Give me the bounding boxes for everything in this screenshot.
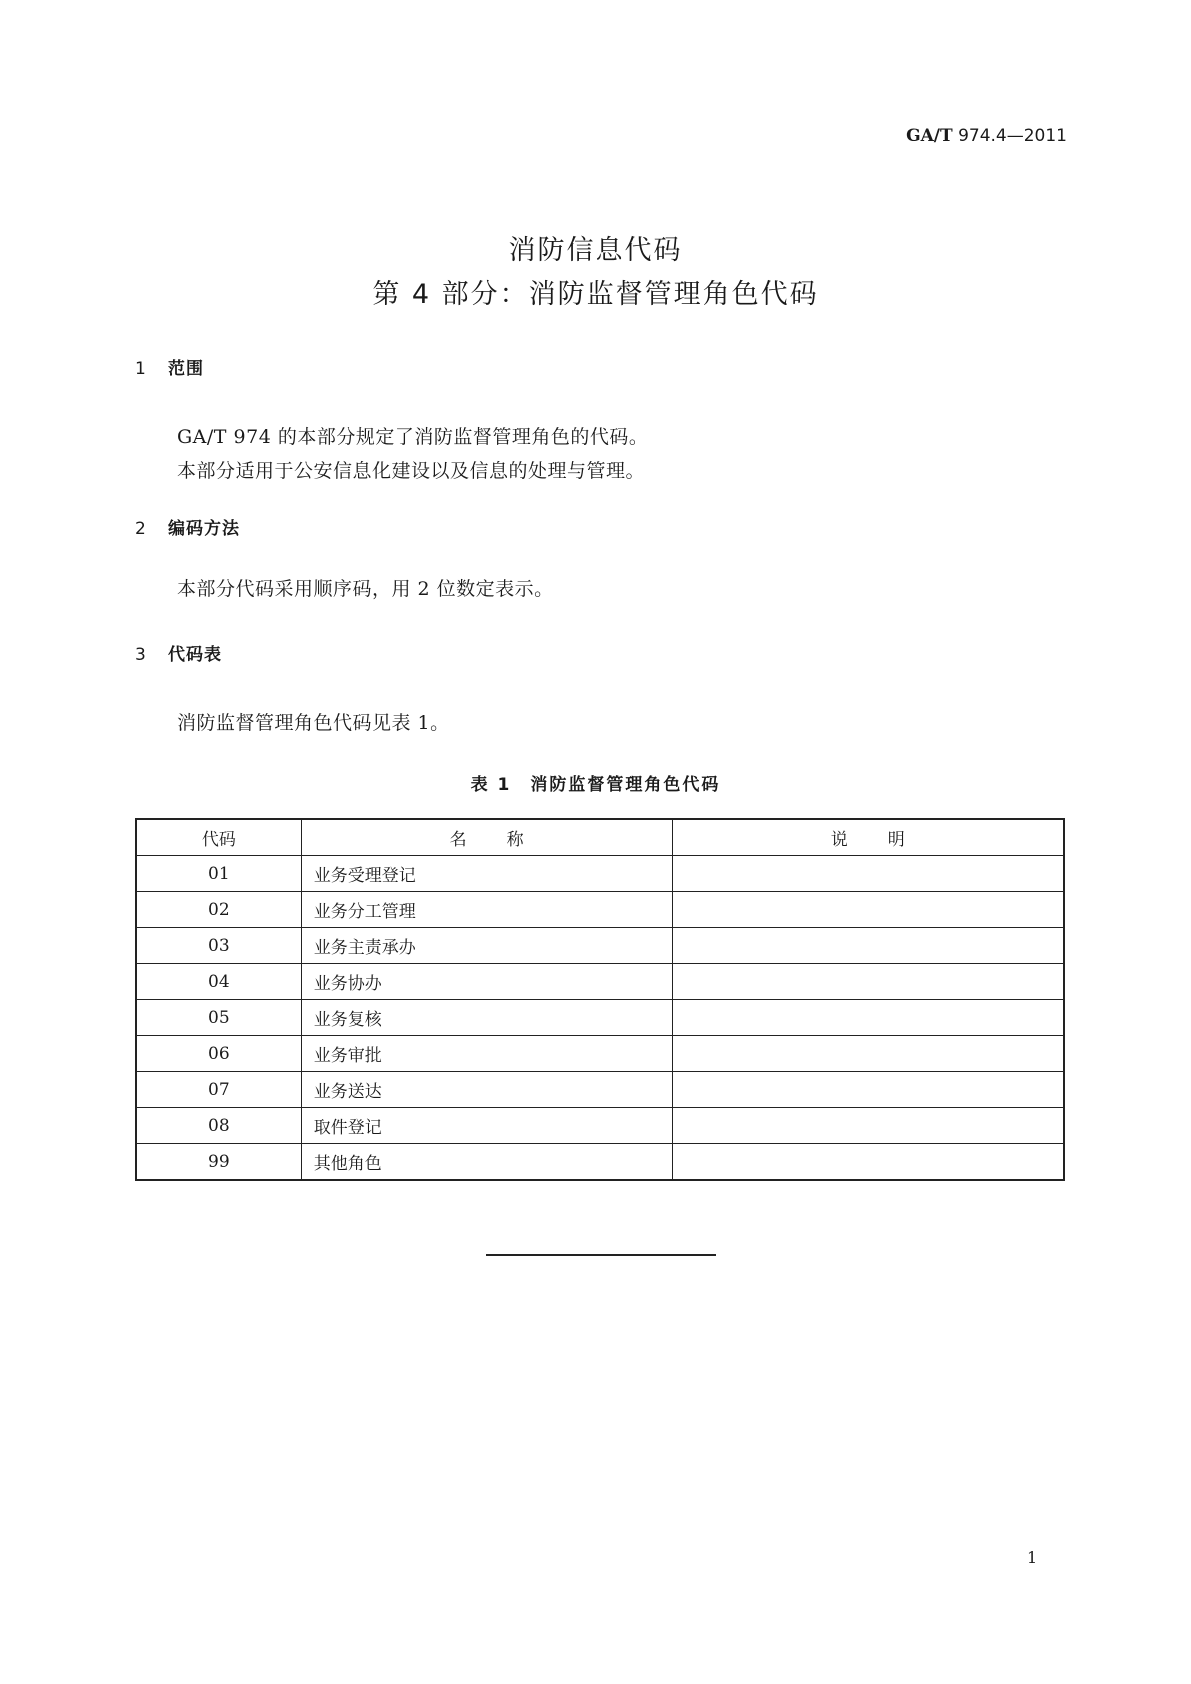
section-label: 代码表	[168, 645, 222, 665]
table-row	[136, 964, 1064, 1000]
table-row	[136, 1036, 1064, 1072]
section-number: 2	[135, 519, 146, 539]
document-title: 消防信息代码	[508, 235, 683, 266]
cell-note	[672, 892, 1064, 928]
standard-prefix: GA/T	[906, 126, 953, 146]
cell-code: 06	[136, 1036, 301, 1072]
cell-code: 05	[136, 1000, 301, 1036]
table-row	[136, 1000, 1064, 1036]
table-row	[136, 856, 1064, 892]
role-code-table	[135, 818, 1065, 1181]
cell-note	[672, 964, 1064, 1000]
cell-code: 07	[136, 1072, 301, 1108]
standard-code	[906, 126, 1067, 146]
header-code: 代码	[136, 819, 301, 856]
cell-note	[672, 928, 1064, 964]
cell-name: 业务主责承办	[301, 928, 672, 964]
cell-code: 01	[136, 856, 301, 892]
cell-note	[672, 1072, 1064, 1108]
table-row	[136, 1144, 1064, 1181]
paragraph-scope-2: 本部分适用于公安信息化建设以及信息的处理与管理。	[177, 460, 646, 482]
header-name: 名称	[301, 819, 672, 856]
section-number: 3	[135, 645, 146, 665]
end-rule	[486, 1254, 716, 1256]
cell-name: 业务复核	[301, 1000, 672, 1036]
cell-code: 08	[136, 1108, 301, 1144]
cell-note	[672, 1000, 1064, 1036]
cell-note	[672, 1036, 1064, 1072]
standard-number: 974.4—2011	[958, 126, 1067, 146]
cell-name: 业务审批	[301, 1036, 672, 1072]
cell-name: 业务送达	[301, 1072, 672, 1108]
table-row	[136, 892, 1064, 928]
cell-note	[672, 1108, 1064, 1144]
table-row	[136, 928, 1064, 964]
table-row	[136, 1072, 1064, 1108]
cell-name: 业务受理登记	[301, 856, 672, 892]
page-number: 1	[1027, 1548, 1038, 1567]
table-row	[136, 1108, 1064, 1144]
paragraph-scope-1: GA/T 974 的本部分规定了消防监督管理角色的代码。	[177, 426, 649, 448]
section-heading-scope	[135, 354, 204, 379]
document-subtitle: 第 4 部分：消防监督管理角色代码	[372, 279, 819, 310]
section-label: 范围	[168, 359, 204, 379]
section-heading-method	[135, 514, 240, 539]
cell-code: 02	[136, 892, 301, 928]
cell-name: 业务分工管理	[301, 892, 672, 928]
cell-note	[672, 856, 1064, 892]
cell-code: 99	[136, 1144, 301, 1181]
cell-name: 取件登记	[301, 1108, 672, 1144]
section-heading-code-table	[135, 640, 222, 665]
table-caption: 表 1 消防监督管理角色代码	[470, 775, 721, 795]
header-note: 说明	[672, 819, 1064, 856]
cell-code: 03	[136, 928, 301, 964]
cell-name: 业务协办	[301, 964, 672, 1000]
cell-note	[672, 1144, 1064, 1181]
section-label: 编码方法	[168, 519, 240, 539]
cell-code: 04	[136, 964, 301, 1000]
paragraph-method: 本部分代码采用顺序码，用 2 位数定表示。	[177, 578, 554, 600]
cell-name: 其他角色	[301, 1144, 672, 1181]
table-header-row	[136, 819, 1064, 856]
paragraph-table-ref: 消防监督管理角色代码见表 1。	[177, 712, 450, 734]
section-number: 1	[135, 359, 146, 379]
